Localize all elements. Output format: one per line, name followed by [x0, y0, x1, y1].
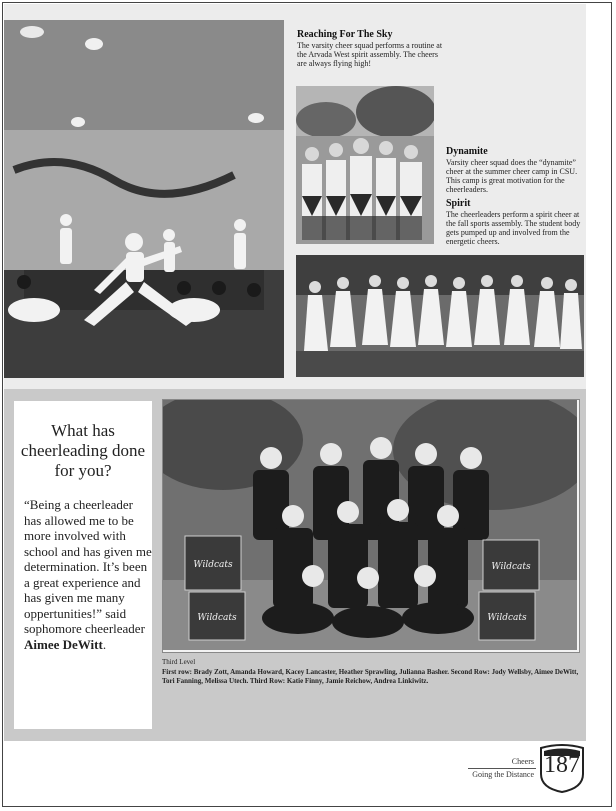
- caption-spirit-title: Spirit: [446, 198, 471, 209]
- quote-body: “Being a cheerleader has allowed me to be more involved with school and has given me determination. It’s been a great experience and has given me many oppertunities!” said sophomore cheerleader: [24, 497, 152, 636]
- box-label-1: Wildcats: [193, 560, 233, 570]
- group-photo: [162, 399, 580, 653]
- group-caption-level: Third Level: [162, 658, 196, 666]
- caption-spirit-body: The cheerleaders perform a spirit cheer at the fall sports assembly. The student body gets pumped up and involved from the energetic cheers.: [446, 210, 581, 246]
- quote-heading: What has cheerleading done for you?: [20, 421, 146, 480]
- camp-photo: [296, 86, 434, 244]
- caption-reaching-title: Reaching For The Sky: [297, 29, 393, 40]
- team-section: [4, 389, 586, 741]
- box-label-4: Wildcats: [487, 613, 527, 623]
- caption-dynamite-body: Varsity cheer squad does the “dynamite” cheer at the summer cheer camp in CSU. This camp is great motivation for the cheerleaders.: [446, 158, 578, 194]
- box-label-3: Wildcats: [491, 562, 531, 572]
- stunt-photo: [4, 20, 284, 378]
- group-caption-names: First row: Brady Zott, Amanda Howard, Kacey Lancaster, Heather Sprawling, Julianna Basher. Second Row: Jody Wellsby, Aimee DeWitt, Tori Fanning, Melissa Utech. Third Row: Katie Finny, Jamie Reichow, Andrea Linkiwitz.: [162, 667, 579, 685]
- footer-divider: [468, 768, 536, 769]
- caption-dynamite: [446, 146, 584, 194]
- footer-subtitle: Going the Distance: [472, 770, 534, 779]
- footer-section: Cheers: [511, 757, 534, 766]
- page-number: 187: [544, 752, 580, 778]
- quote-box: [14, 401, 152, 729]
- spirit-photo: [296, 255, 584, 377]
- quote-text: [24, 497, 152, 652]
- caption-reaching: [297, 29, 447, 68]
- quote-end: .: [102, 636, 107, 652]
- caption-reaching-body: The varsity cheer squad performs a routine at the Arvada West spirit assembly. The cheers are always flying high!: [297, 41, 443, 68]
- group-caption: [162, 658, 580, 687]
- box-label-2: Wildcats: [197, 613, 237, 623]
- caption-dynamite-title: Dynamite: [446, 146, 488, 157]
- caption-spirit: [446, 198, 584, 246]
- quote-name: Aimee DeWitt: [24, 636, 103, 652]
